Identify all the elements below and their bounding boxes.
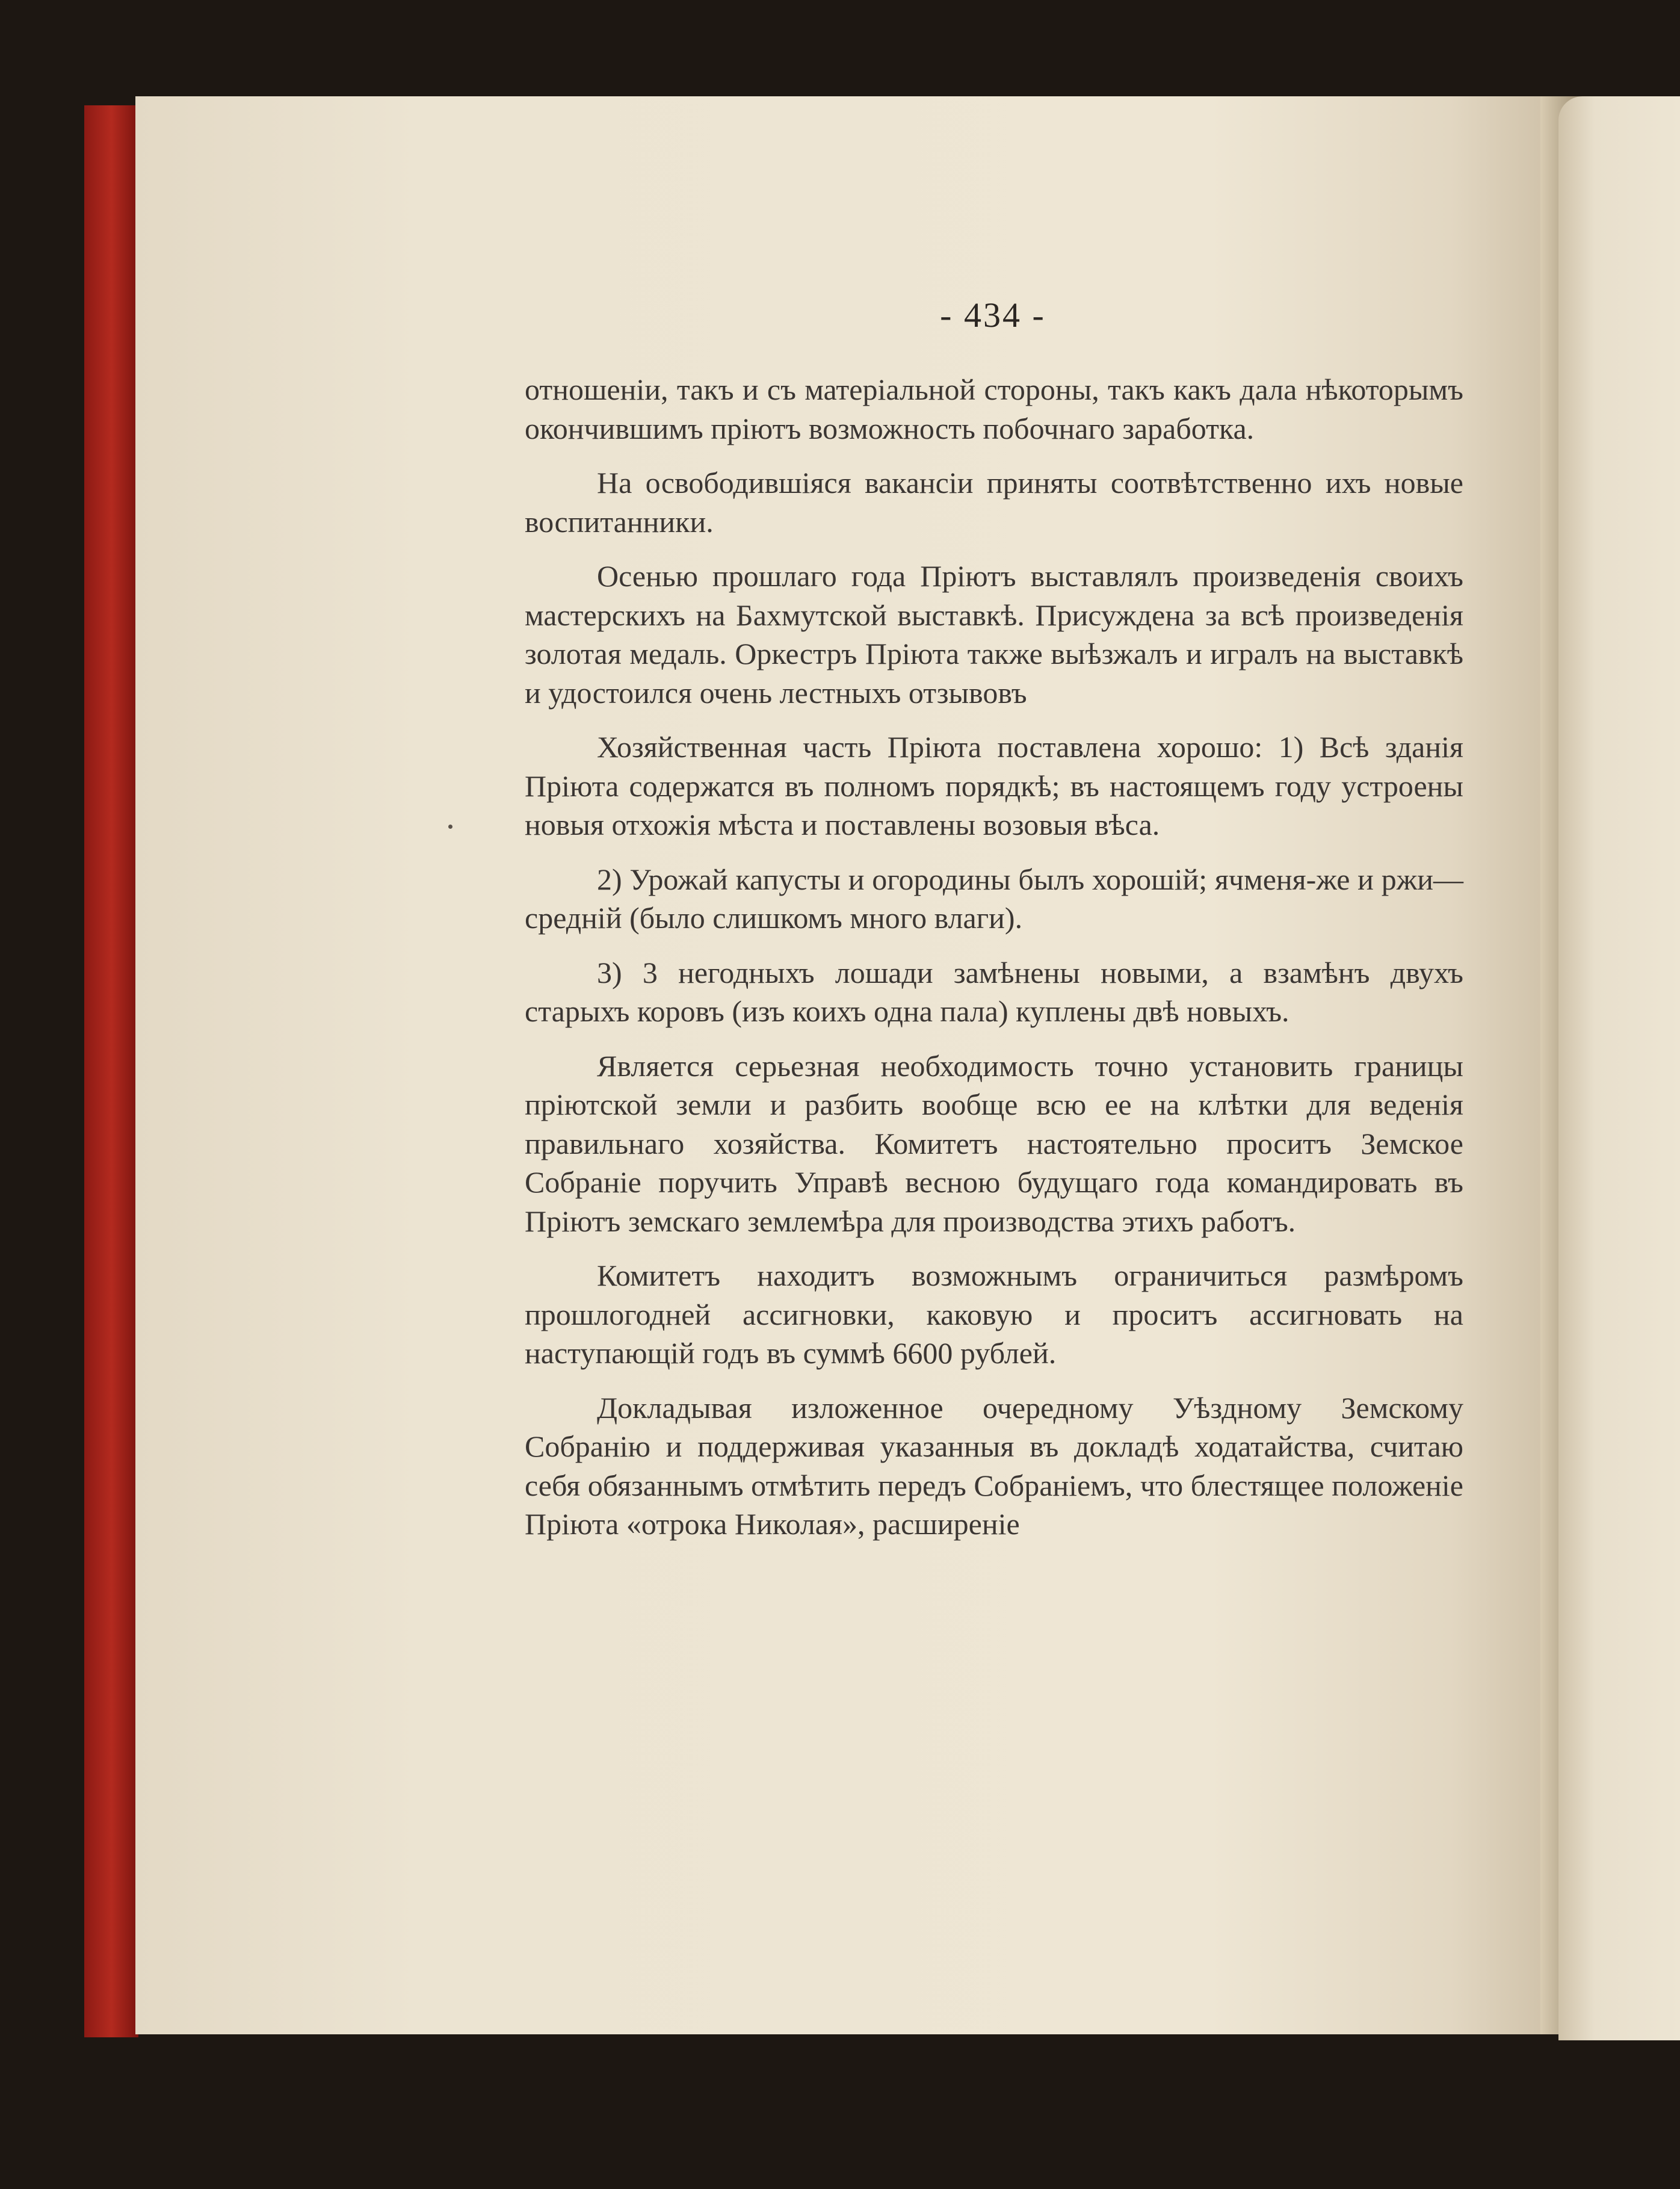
right-page — [1558, 96, 1680, 2040]
ink-speck — [448, 825, 452, 829]
page-body-text — [525, 370, 1463, 1559]
paragraph: На освободившiяся вакансiи приняты соотвѣтственно ихъ новые воспитанники. — [525, 466, 1463, 539]
paragraph: 3) 3 негодныхъ лошади замѣнены новыми, а взамѣнъ двухъ старыхъ коровъ (изъ коихъ одна пала) куплены двѣ новыхъ. — [525, 955, 1463, 1028]
page-number: - 434 - — [940, 296, 1046, 335]
paragraph: Комитетъ находитъ возможнымъ ограничиться размѣромъ прошлогодней ассигновки, каковую и проситъ ассигновать на наступающiй годъ въ суммѣ 6600 рублей. — [525, 1259, 1463, 1370]
paragraph: Является серьезная необходимость точно установить границы прiютской земли и разбить вообще всю ее на клѣтки для веденiя правильнаго хозяйства. Комитетъ настоятельно проситъ Земское Собранiе поручить Управѣ весною будущаго года командировать въ Прiютъ земскаго землемѣра для производства этихъ работъ. — [525, 1048, 1463, 1238]
paragraph: 2) Урожай капусты и огородины былъ хорошiй; ячменя-же и ржи—среднiй (было слишкомъ много влаги). — [525, 862, 1463, 935]
book-cover-edge — [84, 105, 138, 2037]
paragraph: Докладывая изложенное очередному Уѣздному Земскому Собранiю и поддерживая указанныя въ докладѣ ходатайства, считаю себя обязаннымъ отмѣтить передъ Собранiемъ, что блестящее положенiе Прiюта «отрока Николая», расширенiе — [525, 1390, 1463, 1541]
paragraph: Осенью прошлаго года Прiютъ выставлялъ произведенiя своихъ мастерскихъ на Бахмутской выставкѣ. Присуждена за всѣ произведенiя золотая медаль. Оркестръ Прiюта также выѣзжалъ и игралъ на выставкѣ и удостоился очень лестныхъ отзывовъ — [525, 559, 1463, 710]
paragraph: Хозяйственная часть Прiюта поставлена хорошо: 1) Всѣ зданiя Прiюта содержатся въ полномъ порядкѣ; въ настоящемъ году устроены новыя отхожiя мѣста и поставлены возовыя вѣса. — [525, 730, 1463, 841]
paragraph: отношенiи, такъ и съ матерiальной стороны, такъ какъ дала нѣкоторымъ окончившимъ прiютъ возможность побочнаго заработка. — [525, 373, 1463, 445]
